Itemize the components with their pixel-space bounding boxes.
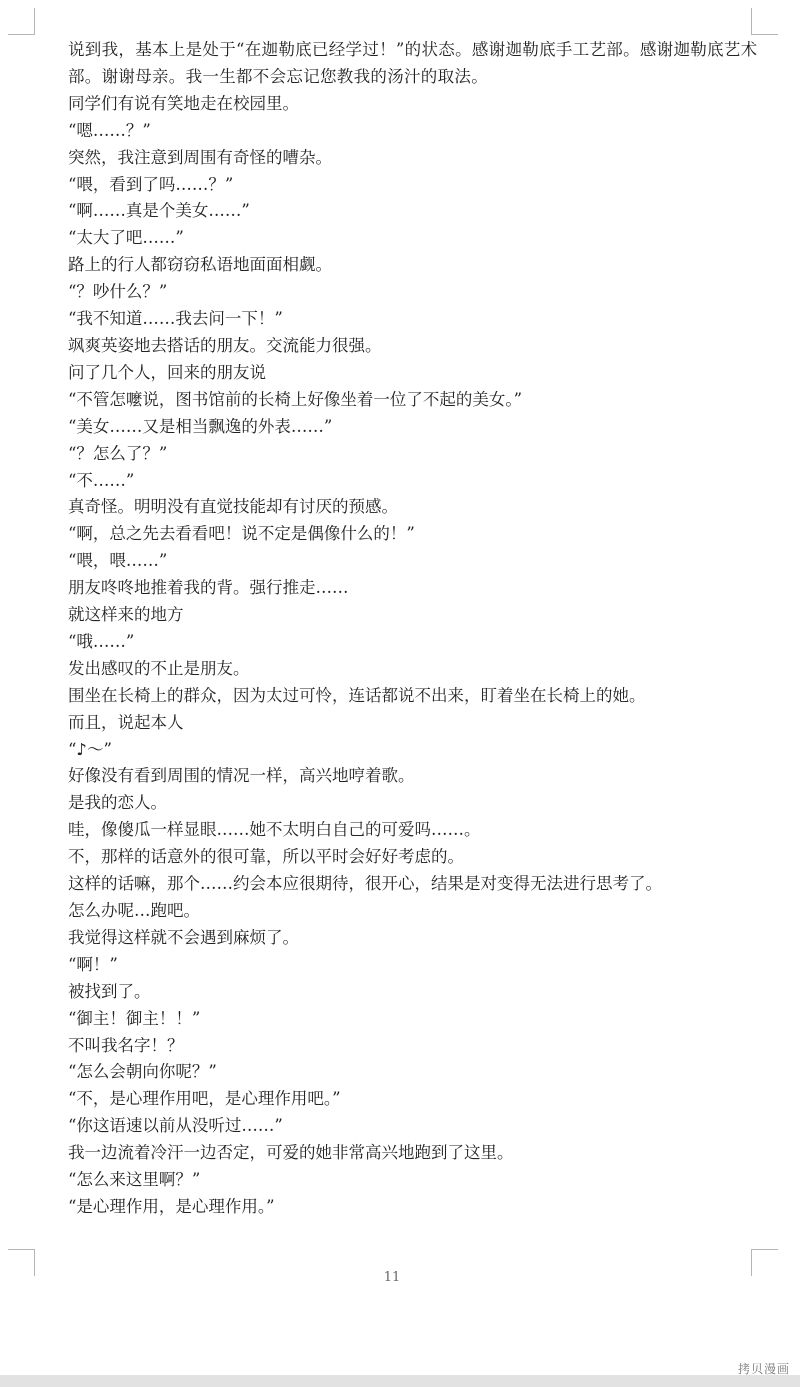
watermark: 拷贝漫画 — [737, 1362, 790, 1376]
paragraph-line: “是心理作用，是心理作用。” — [68, 1196, 275, 1216]
paragraph-line: “喂，看到了吗……？” — [68, 174, 234, 194]
paragraph-line: 就这样来的地方 — [68, 605, 184, 625]
crop-mark-top-right — [751, 8, 778, 35]
paragraph-line: 而且，说起本人 — [68, 712, 184, 732]
paragraph-line: “不管怎嚒说，图书馆前的长椅上好像坐着一位了不起的美女。” — [68, 389, 523, 409]
paragraph-line: 同学们有说有笑地走在校园里。 — [68, 93, 299, 113]
paragraph-line: “？吵什么？” — [68, 282, 168, 302]
paragraph-line: 发出感叹的不止是朋友。 — [68, 658, 250, 678]
page-number: 11 — [383, 1270, 401, 1285]
paragraph-line: “？怎么了？” — [68, 443, 168, 463]
paragraph-line: “嗯……？” — [68, 120, 151, 140]
paragraph-line: 飒爽英姿地去搭话的朋友。交流能力很强。 — [68, 335, 382, 355]
body-text — [68, 37, 768, 1221]
paragraph-line: “啊，总之先去看看吧！说不定是偶像什么的！” — [68, 524, 415, 544]
paragraph-line: 这样的话嘛，那个……约会本应很期待，很开心，结果是对变得无法进行思考了。 — [68, 874, 662, 894]
paragraph-line: “怎么来这里啊？” — [68, 1170, 201, 1190]
paragraph-line: 不叫我名字！？ — [68, 1035, 184, 1055]
paragraph-intro: 说到我，基本上是处于“在迦勒底已经学过！”的状态。感谢迦勒底手工艺部。感谢迦勒底艺术部。谢谢母亲。我一生都不会忘记您教我的汤汁的取法。 — [68, 40, 758, 86]
crop-mark-top-left — [8, 8, 35, 35]
paragraph-line: 路上的行人都窃窃私语地面面相觑。 — [68, 255, 332, 275]
paragraph-line: 哇，像傻瓜一样显眼……她不太明白自己的可爱吗……。 — [68, 820, 481, 840]
paragraph-line: “喂，喂……” — [68, 551, 168, 571]
paragraph-line: 突然，我注意到周围有奇怪的嘈杂。 — [68, 147, 332, 167]
paragraph-line: “不……” — [68, 470, 135, 490]
bottom-scrollbar-area — [0, 1375, 800, 1387]
paragraph-line: “啊……真是个美女……” — [68, 201, 250, 221]
paragraph-line: 不，那样的话意外的很可靠，所以平时会好好考虑的。 — [68, 847, 464, 867]
paragraph-line: “啊！” — [68, 954, 118, 974]
paragraph-line: “不，是心理作用吧，是心理作用吧。” — [68, 1089, 341, 1109]
paragraph-line: “♪～” — [68, 739, 112, 759]
paragraph-line: “美女……又是相当飘逸的外表……” — [68, 416, 333, 436]
paragraph-line: “御主！御主！！” — [68, 1008, 201, 1028]
paragraph-line: 我觉得这样就不会遇到麻烦了。 — [68, 927, 299, 947]
paragraph-line: “怎么会朝向你呢？” — [68, 1062, 217, 1082]
paragraph-line: 朋友咚咚地推着我的背。强行推走…… — [68, 578, 349, 598]
paragraph-line: 是我的恋人。 — [68, 793, 167, 813]
paragraph-line: 真奇怪。明明没有直觉技能却有讨厌的预感。 — [68, 497, 398, 517]
paragraph-line: 被找到了。 — [68, 981, 151, 1001]
paragraph-line: 问了几个人，回来的朋友说 — [68, 362, 266, 382]
paragraph-line: 怎么办呢…跑吧。 — [68, 901, 200, 920]
paragraph-line: 我一边流着冷汗一边否定，可爱的她非常高兴地跑到了这里。 — [68, 1143, 514, 1163]
paragraph-line: 围坐在长椅上的群众，因为太过可怜，连话都说不出来，盯着坐在长椅上的她。 — [68, 685, 646, 705]
paragraph-line: “你这语速以前从没听过……” — [68, 1116, 283, 1136]
paragraph-line: “太大了吧……” — [68, 228, 184, 248]
paragraph-line: “我不知道……我去问一下！” — [68, 309, 283, 329]
paragraph-line: 好像没有看到周围的情况一样，高兴地哼着歌。 — [68, 766, 415, 786]
paragraph-line: “哦……” — [68, 631, 135, 651]
